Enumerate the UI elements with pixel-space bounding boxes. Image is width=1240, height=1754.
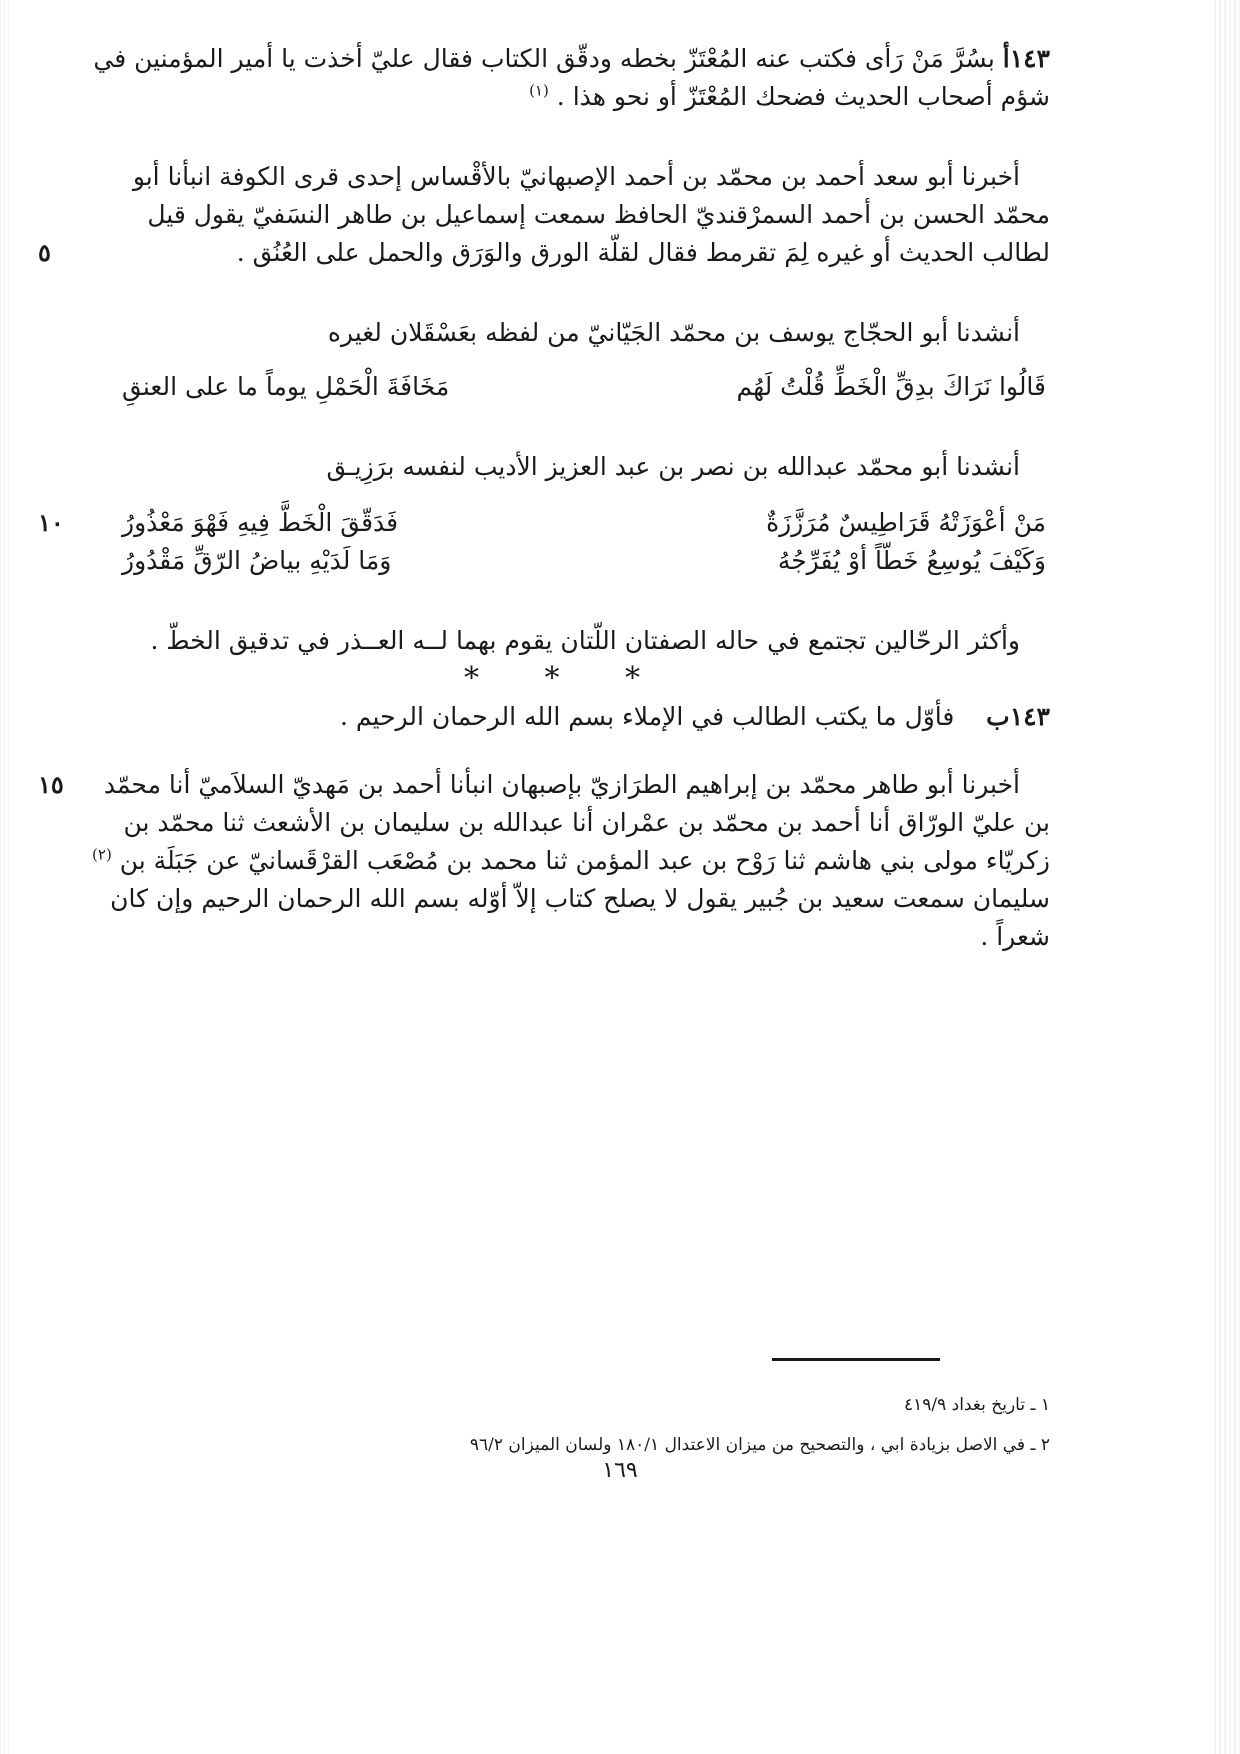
section-text: بسُرَّ مَنْ رَأى فكتب عنه المُعْتَزّ بخطه ودقّق الكتاب فقال عليّ أخذت يا أمير المؤمنين في شؤم أصحاب الحديث فضحك المُعْتَزّ أو نحو هذا . [93,44,1050,111]
paragraph-wrap [38,158,1050,272]
section-143b [82,698,1050,736]
section-number: ١٤٣ب [986,702,1050,731]
verse-hemistich-left: مَخَافَةَ الْحَمْلِ يوماً ما على العنقِ [122,372,450,401]
section-text: فأوّل ما يكتب الطالب في الإملاء بسم الله الرحمان الرحيم . [340,702,987,731]
paragraph: أنشدنا أبو الحجّاج يوسف بن محمّد الجَيّانيّ من لفظه بعَسْقَلان لغيره [327,318,1020,347]
footnote-separator-rule [772,1358,940,1361]
footnote-2: ٢ ـ في الاصل بزيادة ابي ، والتصحيح من ميزان الاعتدال ١٨٠/١ ولسان الميزان ٩٦/٢ [469,1435,1050,1455]
verse-line [82,504,1050,542]
verse-hemistich-right: مَنْ أعْوَزَتْهُ قَرَاطِيسٌ مُرَزَّزَةٌ [766,508,1046,537]
verse-hemistich-right: وَكَيْفَ يُوسِعُ خَطّاً أوْ يُفَرِّجُهُ [777,546,1046,575]
paragraph: أخبرنا أبو سعد أحمد بن محمّد بن أحمد الإصبهانيّ بالأقْساس إحدى قرى الكوفة انبأنا أبو محمّد الحسن بن أحمد السمرْقنديّ الحافظ سمعت إسماعيل بن طاهر النسَفيّ يقول قيل لطالب الحديث أو غيره لِمَ تقرمط فقال لقلّة الورق والوَرَق والحمل على العُنُق . [132,162,1050,267]
paragraph-wrap [38,766,1050,956]
paragraph-text: سليمان سمعت سعيد بن جُبير يقول لا يصلح كتاب إلاّ أوّله بسم الله الرحمان الرحيم وإن كان شعراً . [110,884,1050,951]
footnote-1: ١ ـ تاريخ بغداد ٤١٩/٩ [904,1395,1050,1415]
margin-line-number-5: ٥ [38,238,51,267]
margin-line-number-10: ١٠ [38,508,64,537]
verse-hemistich-left: وَمَا لَدَيْهِ بياضُ الرّقِّ مَقْدُورُ [122,546,392,575]
paragraph [82,766,1050,956]
verse-hemistich-right: قَالُوا نَرَاكَ بدِقِّ الْخَطِّ قُلْتُ لَهُم [736,372,1046,401]
verse-hemistich-left: فَدَقّقَ الْخَطَّ فِيهِ فَهْوَ مَعْذُورُ [122,508,399,537]
page-number: ١٦٩ [602,1458,638,1483]
section-separator: * * * [463,661,669,696]
footnotes [82,1388,1050,1468]
verse-line [82,368,1050,406]
paragraph-text: أخبرنا أبو طاهر محمّد بن إبراهيم الطرَازيّ بإصبهان انبأنا أحمد بن مَهديّ السلاَميّ أنا محمّد بن عليّ الورّاق أنا أحمد بن محمّد بن عمْران أنا عبدالله بن سليمان بن الأشعث ثنا محمّد بن زكريّاء مولى بني هاشم ثنا رَوْح بن عبد المؤمن ثنا محمد بن مُصْعَب القرْقَسانيّ عن جَبَلَة بن [103,770,1050,875]
paragraph: وأكثر الرحّالين تجتمع في حاله الصفتان اللّتان يقوم بهما لــه العــذر في تدقيق الخطّ . [150,626,1020,655]
footnote-ref-1: (١) [529,81,549,100]
section-number: ١٤٣أ [1002,44,1050,73]
verse-line [82,542,1050,580]
scan-edge-right [1214,0,1240,1754]
scan-edge-left [0,0,10,1754]
margin-line-number-15: ١٥ [38,770,64,799]
paragraph: أنشدنا أبو محمّد عبدالله بن نصر بن عبد العزيز الأديب لنفسه برَزِيـق [326,452,1020,481]
main-text [38,40,1050,956]
footnote-ref-2: (٢) [92,845,112,864]
verse-wrap [38,504,1050,580]
section-143a [82,40,1050,116]
